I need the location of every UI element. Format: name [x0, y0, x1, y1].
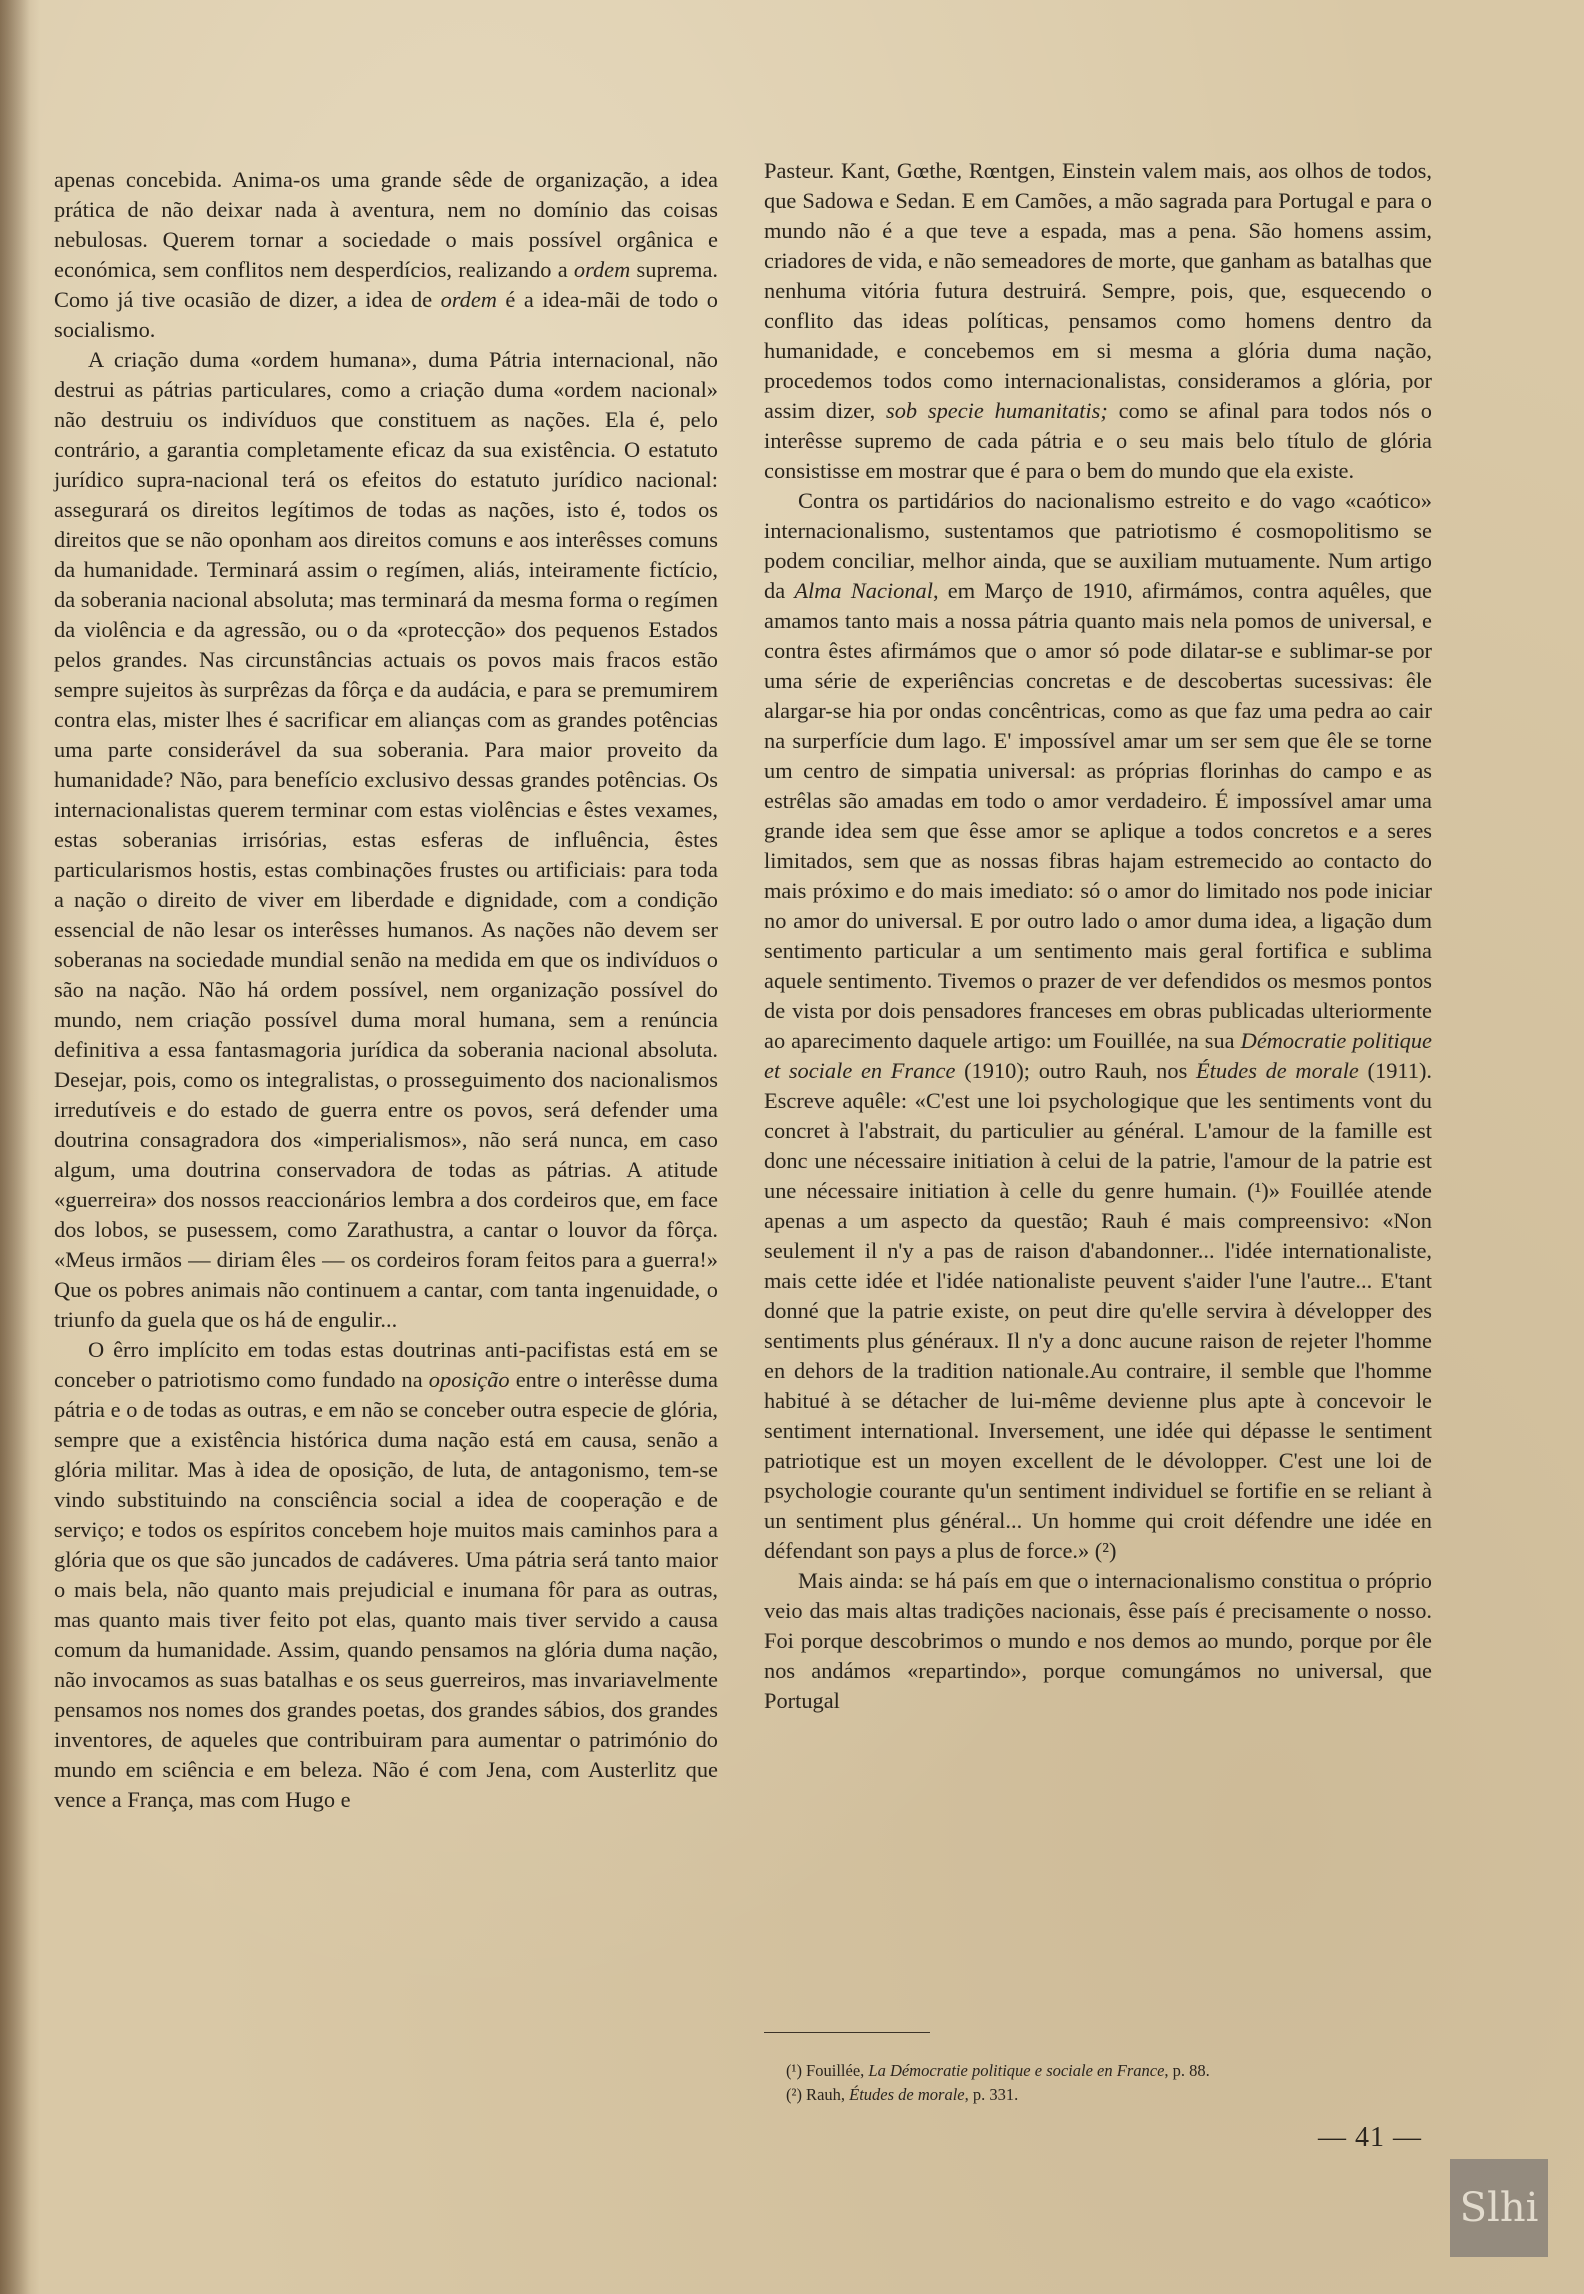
- text-run: , p. 88.: [1164, 2061, 1210, 2080]
- footnote: [786, 2083, 1432, 2107]
- text-run: (1911). Escreve aquêle: «C'est une loi psychologique que les sentiments vont du concret à l'abstrait, du particulier au général. L'amour de la famille est donc une nécessaire initiation à celui de la patrie, l'amour de la patrie est une nécessaire initiation à celle du genre humain. (¹)» Fouillée atende apenas a um aspecto da questão; Rauh é mais compreensivo: «Non seulement il n'y a pas de raison d'abandonner... l'idée internationaliste, mais cette idée et l'idée nationaliste peuvent s'aider l'une l'autre... E'tant donné que la patrie existe, on peut dire qu'elle servira à développer des sentiments plus généraux. Il n'y a donc aucune raison de rejeter l'homme en dehors de la tradition nationale.Au contraire, il semble que l'homme habitué à se détacher de lui-même devienne plus apte à concevoir le sentiment international. Inversement, une idée qui dépasse le sentiment patriotique est un moyen excellent de le dévolopper. C'est une loi de psychologie courante qu'un sentiment individuel se fortifie en se reliant à un sentiment plus général... Un homme qui croit défendre une idée en défendant son pays a plus de force.» (²): [764, 1058, 1433, 1563]
- page-binding-shadow: [0, 0, 30, 2294]
- paragraph: [54, 1335, 718, 1815]
- footnotes: [764, 2059, 1432, 2107]
- italic-text: sob specie humanitatis;: [886, 398, 1108, 423]
- text-run: Mais ainda: se há país em que o internacionalismo constitua o próprio veio das mais altas tradições nacionais, êsse país é precisamente o nosso. Foi porque descobrimos o mundo e nos demos ao mundo, porque por êle nos andámos «repartindo», porque comungámos no universal, que Portugal: [764, 1568, 1432, 1713]
- italic-text: Alma Nacional: [794, 578, 933, 603]
- text-run: é a idea-mãi de todo o socialismo.: [54, 287, 718, 342]
- paragraph: [54, 165, 718, 345]
- text-run: , em Março de 1910, afirmámos, contra aquêles, que amamos tanto mais a nossa pátria quanto mais nela pomos de universal, e contra êstes afirmámos que o amor só pode dilatar-se e sublimar-se por uma série de experiências concretas e de descobertas sucessivas: êle alargar-se hia por ondas concêntricas, como as que faz uma pedra ao cair na surperfície dum lago. E' impossível amar um ser sem que êle se torne um centro de simpatia universal: as próprias florinhas do campo e as estrêlas são amadas em todo o amor verdadeiro. É impossível amar uma grande idea sem que êsse amor se aplique a todos concretos e a seres limitados, sem que as nossas fibras hajam estremecido ao contacto do mais próximo e do mais imediato: só o amor do limitado nos pode iniciar no amor do universal. E por outro lado o amor duma idea, a ligação dum sentimento particular a um sentimento mais geral fortifica e sublima aquele sentimento. Tivemos o prazer de ver defendidos os mesmos pontos de vista por dois pensadores franceses em obras publicadas ulteriormente ao aparecimento daquele artigo: um Fouillée, na sua: [764, 578, 1432, 1053]
- text-run: (²) Rauh,: [786, 2085, 850, 2104]
- text-run: Pasteur. Kant, Gœthe, Rœntgen, Einstein valem mais, aos olhos de todos, que Sadowa e Sedan. E em Camões, a mão sagrada para Portugal e para o mundo não é a que teve a espada, mas a pena. São homens assim, criadores de vida, e não semeadores de morte, que ganham as batalhas que nenhuma vitória futura destruirá. Sempre, pois, que, esquecendo o conflito das ideas políticas, pensamos como homens dentro da humanidade, e concebemos em si mesma a glória duma nação, procedemos todos como internacionalistas, consideramos a glória, por assim dizer,: [764, 158, 1432, 423]
- italic-text: La Démocratie politique e sociale en France: [868, 2061, 1165, 2080]
- text-run: apenas concebida. Anima-os uma grande sêde de organização, a idea prática de não deixar nada à aventura, nem no domínio das coisas nebulosas. Querem tornar a sociedade o mais possível orgânica e económica, sem conflitos nem desperdícios, realizando a: [54, 167, 718, 282]
- text-run: como se afinal para todos nós o interêsse supremo de cada pátria e o seu mais belo título de glória consistisse em mostrar que é para o bem do mundo que ela existe.: [764, 398, 1432, 483]
- text-run: (1910); outro Rauh, nos: [955, 1058, 1196, 1083]
- left-column: [54, 165, 718, 1815]
- library-stamp: Slhi: [1450, 2159, 1548, 2257]
- paragraph: [764, 486, 1432, 1566]
- italic-text: ordem: [573, 257, 631, 282]
- paragraph: [54, 345, 718, 1335]
- page-number: — 41 —: [1318, 2122, 1422, 2153]
- paragraph: [764, 1566, 1432, 1716]
- footnote: [786, 2059, 1432, 2083]
- italic-text: Études de morale: [849, 2085, 965, 2104]
- footnote-rule: [764, 2032, 930, 2033]
- italic-text: Démocratie politique et sociale en France: [764, 1028, 1432, 1083]
- text-run: (¹) Fouillée,: [786, 2061, 869, 2080]
- italic-text: oposição: [428, 1367, 510, 1392]
- text-run: A criação duma «ordem humana», duma Pátria internacional, não destrui as pátrias particulares, como a criação duma «ordem nacional» não destruiu os indivíduos que constituem as nações. Ela é, pelo contrário, a garantia completamente eficaz da sua existência. O estatuto jurídico supra-nacional terá os efeitos do estatuto jurídico nacional: assegurará os direitos legítimos de todas as nações, isto é, todos os direitos que se não oponham aos direitos comuns e aos interêsses comuns da humanidade. Terminará assim o regímen, aliás, inteiramente fictício, da soberania nacional absoluta; mas terminará da mesma forma o regímen da violência e da agressão, ou o da «protecção» dos pequenos Estados pelos grandes. Nas circunstâncias actuais os povos mais fracos estão sempre sujeitos às surprêzas da fôrça e da audácia, e para se premumirem contra elas, mister lhes é sacrificar em alianças com as grandes potências uma parte considerável da sua soberania. Para maior proveito da humanidade? Não, para benefício exclusivo dessas grandes potências. Os internacionalistas querem terminar com estas violências e êstes vexames, estas soberanias irrisórias, estas esferas de influência, êstes particularismos hostis, estas combinações frustes ou artificiais: para toda a nação o direito de viver em liberdade e dignidade, com a condição essencial de não lesar os interêsses humanos. As nações não devem ser soberanas na sociedade mundial senão na medida em que os indivíduos o são na nação. Não há ordem possível, nem organização possível do mundo, nem criação possível duma moral humana, sem a renúncia definitiva a essa fantasmagoria jurídica da soberania nacional absoluta. Desejar, pois, como os integralistas, o prosseguimento dos nacionalismos irredutíveis e do estado de guerra entre os povos, será defender uma doutrina consagradora dos «imperialismos», não será nunca, em caso algum, uma doutrina conservadora de todas as pátrias. A atitude «guerreira» dos nossos reaccionários lembra a dos cordeiros que, em face dos lobos, se pusessem, como Zarathustra, a cantar o louvor da fôrça. «Meus irmãos — diriam êles — os cordeiros foram feitos para a guerra!» Que os pobres animais não continuem a cantar, com tanta ingenuidade, o triunfo da guela que os há de engulir...: [54, 347, 719, 1332]
- italic-text: ordem: [440, 287, 497, 312]
- italic-text: Études de morale: [1195, 1058, 1359, 1083]
- text-run: , p. 331.: [964, 2085, 1019, 2104]
- text-run: suprema. Como já tive ocasião de dizer, a idea de: [54, 257, 718, 312]
- text-run: Contra os partidários do nacionalismo estreito e do vago «caótico» internacionalismo, sustentamos que patriotismo é cosmopolitismo se podem conciliar, melhor ainda, que se auxiliam mutuamente. Num artigo da: [764, 488, 1432, 603]
- paragraph: [764, 156, 1432, 486]
- text-run: entre o interêsse duma pátria e o de todas as outras, e em não se conceber outra especie de glória, sempre que a existência histórica duma nação está em causa, senão a glória militar. Mas à idea de oposição, de luta, de antagonismo, tem-se vindo substituindo na consciência social a idea de cooperação e de serviço; e todos os espíritos concebem hoje muitos mais caminhos para a glória que os que são juncados de cadáveres. Uma pátria será tanto maior o mais bela, não quanto mais prejudicial e inumana fôr para as outras, mas quanto mais tiver feito pot elas, quanto mais tiver servido a causa comum da humanidade. Assim, quando pensamos na glória duma nação, não invocamos as suas batalhas e os seus guerreiros, mas invariavelmente pensamos nos nomes dos grandes poetas, dos grandes sábios, dos grandes inventores, de aqueles que contribuiram para aumentar o património do mundo em sciência e em beleza. Não é com Jena, com Austerlitz que vence a França, mas com Hugo e: [54, 1367, 718, 1812]
- right-column: [764, 156, 1432, 1716]
- text-run: O êrro implícito em todas estas doutrinas anti-pacifistas está em se conceber o patriotismo como fundado na: [54, 1337, 718, 1392]
